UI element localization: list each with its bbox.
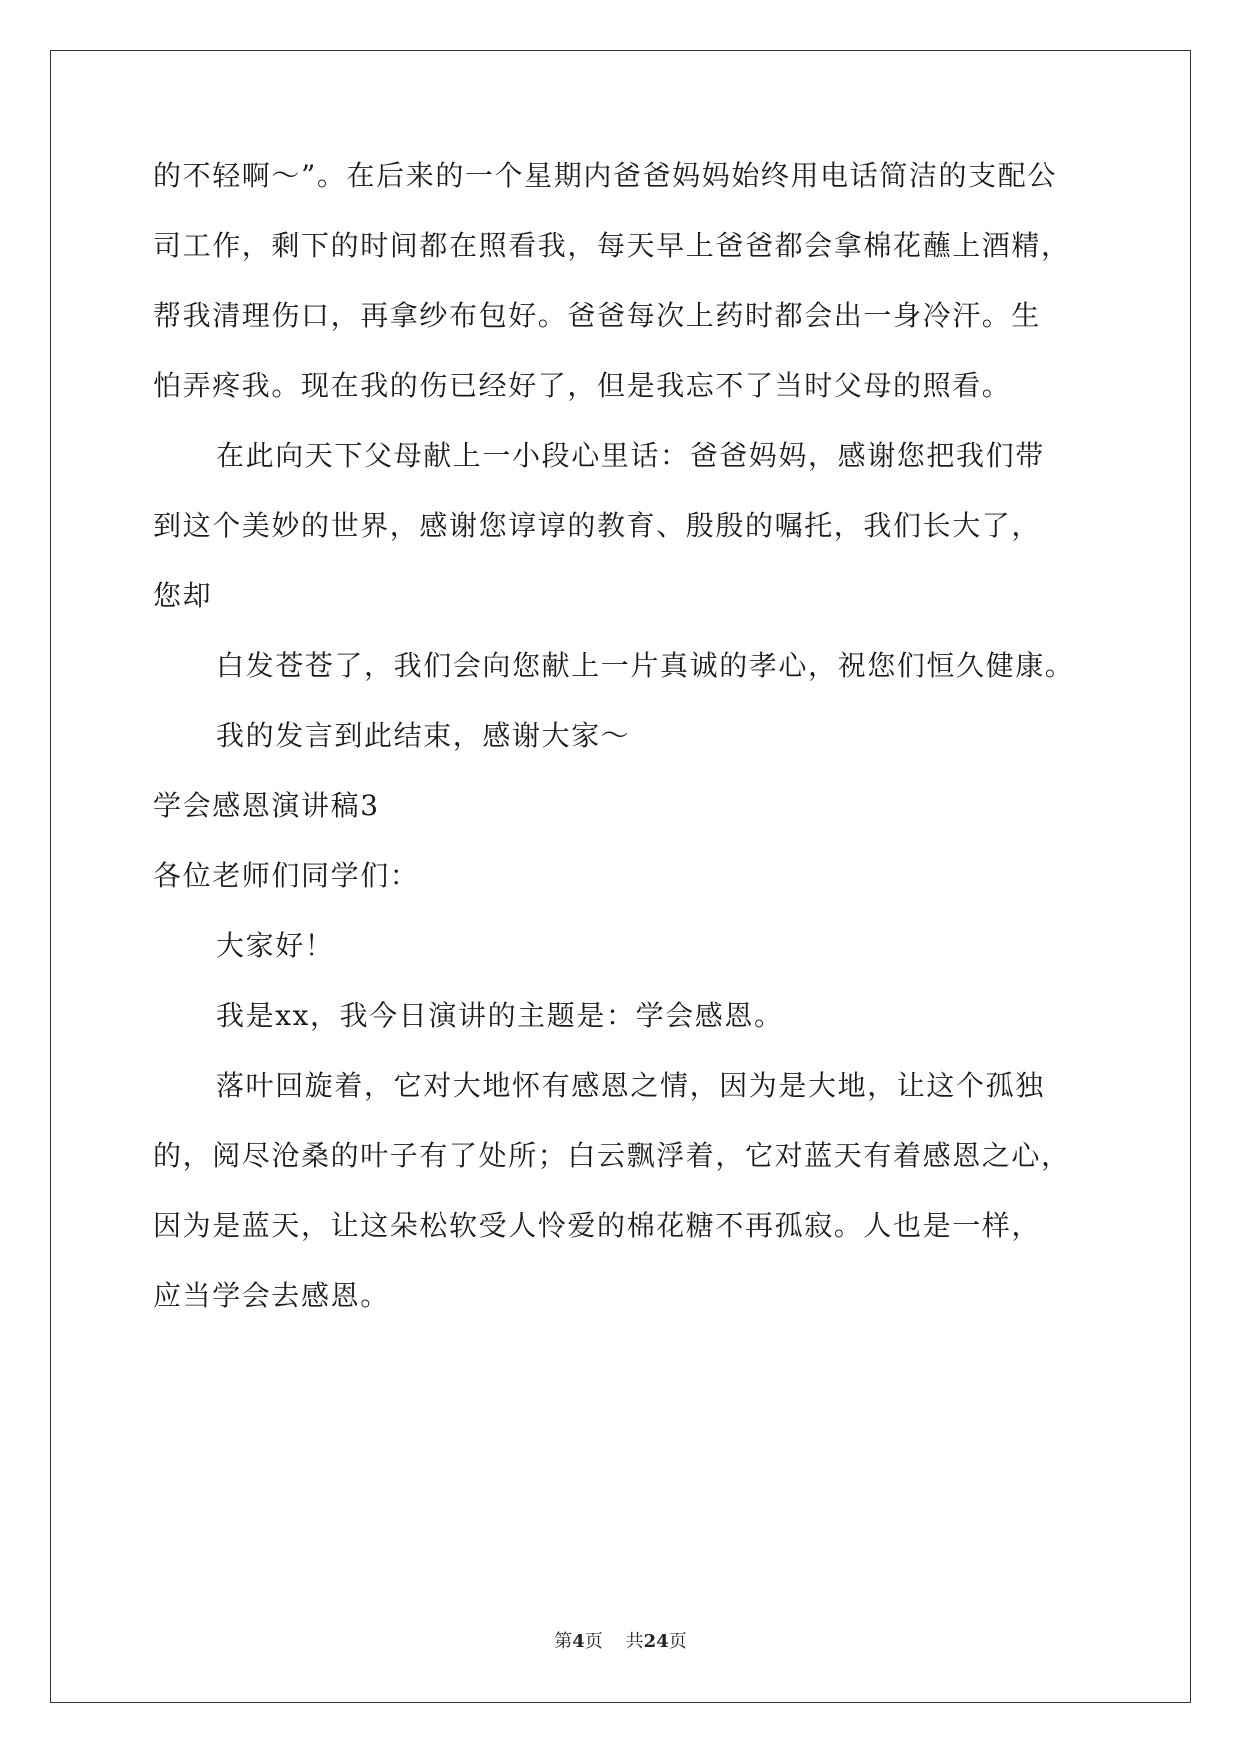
paragraph-line: 我的发言到此结束，感谢大家～ [216, 719, 631, 752]
section-heading: 学会感恩演讲稿3 [153, 789, 380, 822]
paragraph-line: 的不轻啊～”。在后来的一个星期内爸爸妈妈始终用电话简洁的支配公 [153, 159, 1057, 192]
paragraph-line: 司工作，剩下的时间都在照看我，每天早上爸爸都会拿棉花蘸上酒精， [153, 229, 1071, 262]
page-footer [0, 1630, 1241, 1654]
paragraph-line: 落叶回旋着，它对大地怀有感恩之情，因为是大地，让这个孤独 [216, 1069, 1045, 1102]
paragraph-line: 我是xx，我今日演讲的主题是：学会感恩。 [216, 999, 784, 1032]
paragraph-line: 的，阅尽沧桑的叶子有了处所；白云飘浮着，它对蓝天有着感恩之心， [153, 1139, 1071, 1172]
paragraph-line: 应当学会去感恩。 [153, 1279, 390, 1312]
paragraph-line: 您却 [153, 579, 213, 612]
paragraph-line: 到这个美妙的世界，感谢您谆谆的教育、殷殷的嘱托，我们长大了， [153, 509, 1042, 542]
current-page-number: 4 [572, 1631, 585, 1652]
greeting: 大家好！ [216, 929, 335, 962]
paragraph-line: 在此向天下父母献上一小段心里话：爸爸妈妈，感谢您把我们带 [216, 439, 1045, 472]
paragraph-line: 因为是蓝天，让这朵松软受人怜爱的棉花糖不再孤寂。人也是一样， [153, 1209, 1042, 1242]
footer-prefix: 第 [554, 1631, 573, 1652]
footer-total-prefix: 共 [625, 1631, 644, 1652]
salutation: 各位老师们同学们： [153, 859, 420, 892]
footer-total-unit: 页 [668, 1631, 687, 1652]
footer-page-unit: 页 [584, 1631, 603, 1652]
paragraph-line: 怕弄疼我。现在我的伤已经好了，但是我忘不了当时父母的照看。 [153, 369, 1012, 402]
paragraph-line: 白发苍苍了，我们会向您献上一片真诚的孝心，祝您们恒久健康。 [216, 649, 1075, 682]
paragraph-line: 帮我清理伤口，再拿纱布包好。爸爸每次上药时都会出一身冷汗。生 [153, 299, 1042, 332]
total-page-count: 24 [643, 1631, 669, 1652]
